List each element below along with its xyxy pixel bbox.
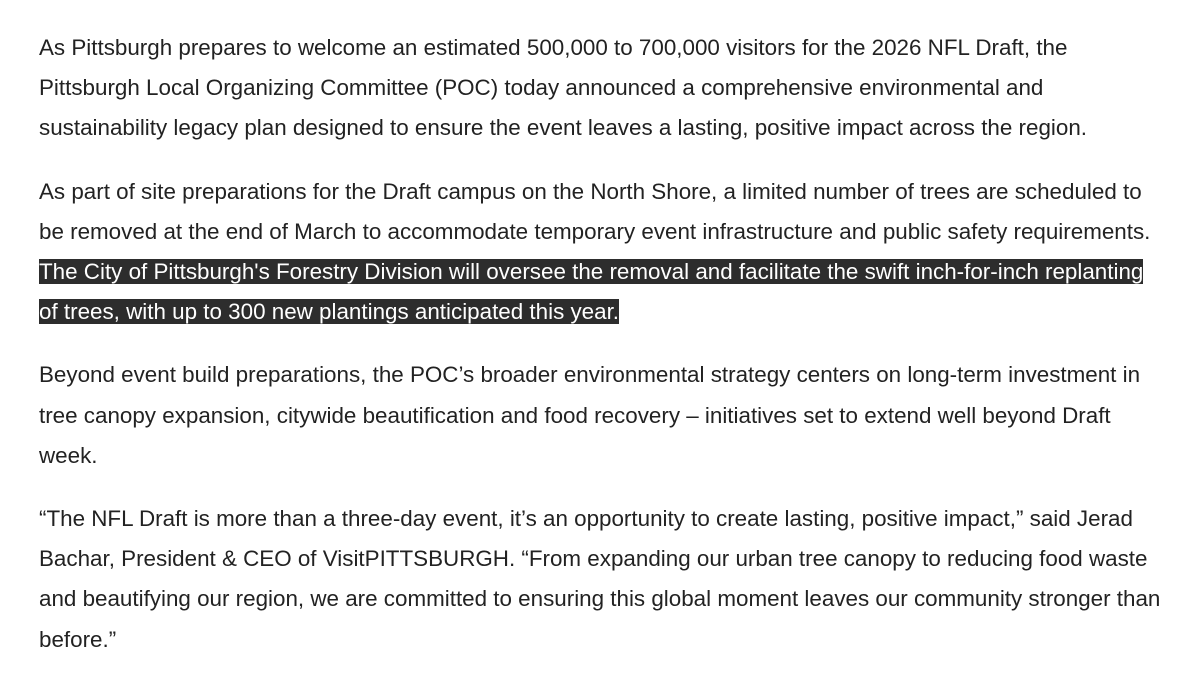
paragraph-site-preparations	[39, 172, 1164, 333]
paragraph-environmental-strategy: Beyond event build preparations, the POC’s broader environmental strategy centers on long-term investment in tree canopy expansion, citywide beautification and food recovery – initiatives set to extend well beyond Draft week.	[39, 362, 1141, 468]
paragraph-intro: As Pittsburgh prepares to welcome an estimated 500,000 to 700,000 visitors for the 2026 NFL Draft, the Pittsburgh Local Organizing Committee (POC) today announced a comprehensive environmental and sustainability legacy plan designed to ensure the event leaves a lasting, positive impact across the region.	[39, 35, 1087, 141]
selected-text-highlight[interactable]: The City of Pittsburgh's Forestry Division will oversee the removal and facilitate the swift inch-for-inch replanting of trees, with up to 300 new plantings anticipated this year.	[39, 259, 1144, 325]
article-body	[39, 28, 1164, 683]
paragraph-quote: “The NFL Draft is more than a three-day event, it’s an opportunity to create lasting, positive impact,” said Jerad Bachar, President & CEO of VisitPITTSBURGH. “From expanding our urban tree canopy to reducing food waste and beautifying our region, we are committed to ensuring this global moment leaves our community stronger than before.”	[39, 506, 1161, 652]
paragraph-text: As part of site preparations for the Draft campus on the North Shore, a limited number of trees are scheduled to be removed at the end of March to accommodate temporary event infrastructure and public safety requirements.	[39, 178, 1151, 244]
